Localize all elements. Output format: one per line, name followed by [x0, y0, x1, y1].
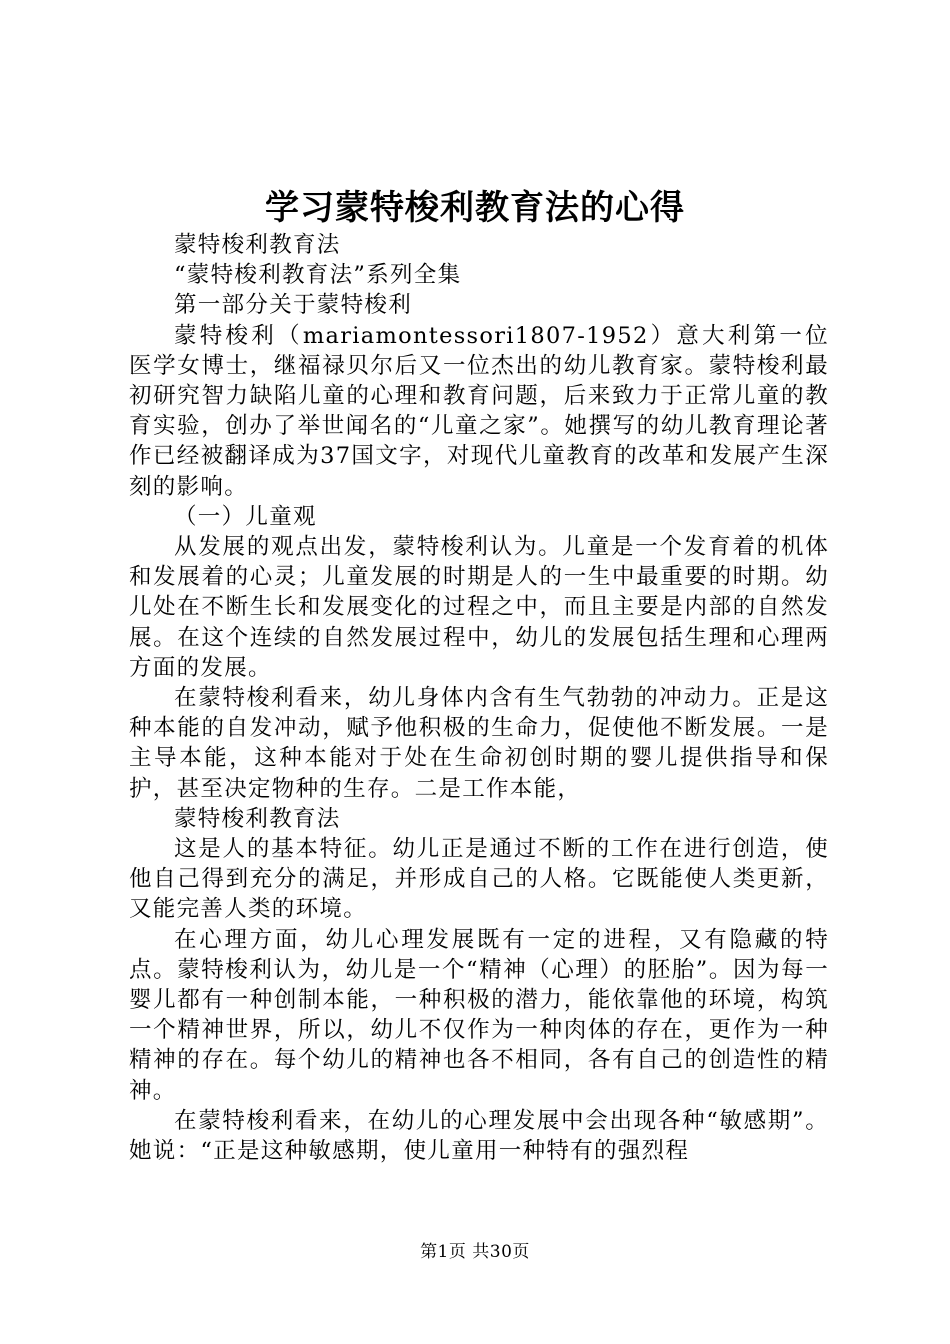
document-title: 学习蒙特梭利教育法的心得 [265, 188, 685, 228]
page-footer: 第1页 共30页 [420, 1242, 530, 1262]
paragraph: 蒙特梭利教育法 [174, 805, 341, 832]
paragraph: 这是人的基本特征。幼儿正是通过不断的工作在进行创造，使他自己得到充分的满足，并形成自己的人格。它既能使人类更新，又能完善人类的环境。 [129, 836, 829, 923]
paragraph: 在心理方面，幼儿心理发展既有一定的进程，又有隐藏的特点。蒙特梭利认为，幼儿是一个“精神（心理）的胚胎”。因为每一婴儿都有一种创制本能，一种积极的潜力，能依靠他的环境，构筑一个精神世界，所以，幼儿不仅作为一种肉体的存在，更作为一种精神的存在。每个幼儿的精神也各不相同，各有自己的创造性的精神。 [129, 926, 829, 1104]
paragraph: 蒙特梭利教育法 [174, 232, 341, 258]
paragraph: 在蒙特梭利看来，在幼儿的心理发展中会出现各种“敏感期”。她说：“正是这种敏感期，使儿童用一种特有的强烈程 [129, 1107, 829, 1165]
paragraph: “蒙特梭利教育法”系列全集 [174, 262, 462, 289]
paragraph: （一）儿童观 [174, 503, 317, 530]
paragraph: 从发展的观点出发，蒙特梭利认为。儿童是一个发育着的机体和发展着的心灵；儿童发展的时期是人的一生中最重要的时期。幼儿处在不断生长和发展变化的过程之中，而且主要是内部的自然发展。在这个连续的自然发展过程中，幼儿的发展包括生理和心理两方面的发展。 [129, 534, 829, 681]
paragraph: 第一部分关于蒙特梭利 [174, 292, 413, 319]
paragraph: 蒙特梭利（mariamontessori1807-1952）意大利第一位医学女博士，继福禄贝尔后又一位杰出的幼儿教育家。蒙特梭利最初研究智力缺陷儿童的心理和教育问题，后来致力于正常儿童的教育实验，创办了举世闻名的“儿童之家”。她撰写的幼儿教育理论著作已经被翻译成为37国文字，对现代儿童教育的改革和发展产生深刻的影响。 [129, 322, 829, 500]
paragraph: 在蒙特梭利看来，幼儿身体内含有生气勃勃的冲动力。正是这种本能的自发冲动，赋予他积极的生命力，促使他不断发展。一是主导本能，这种本能对于处在生命初创时期的婴儿提供指导和保护，甚至决定物种的生存。二是工作本能， [129, 685, 829, 802]
document-body [129, 230, 829, 1166]
